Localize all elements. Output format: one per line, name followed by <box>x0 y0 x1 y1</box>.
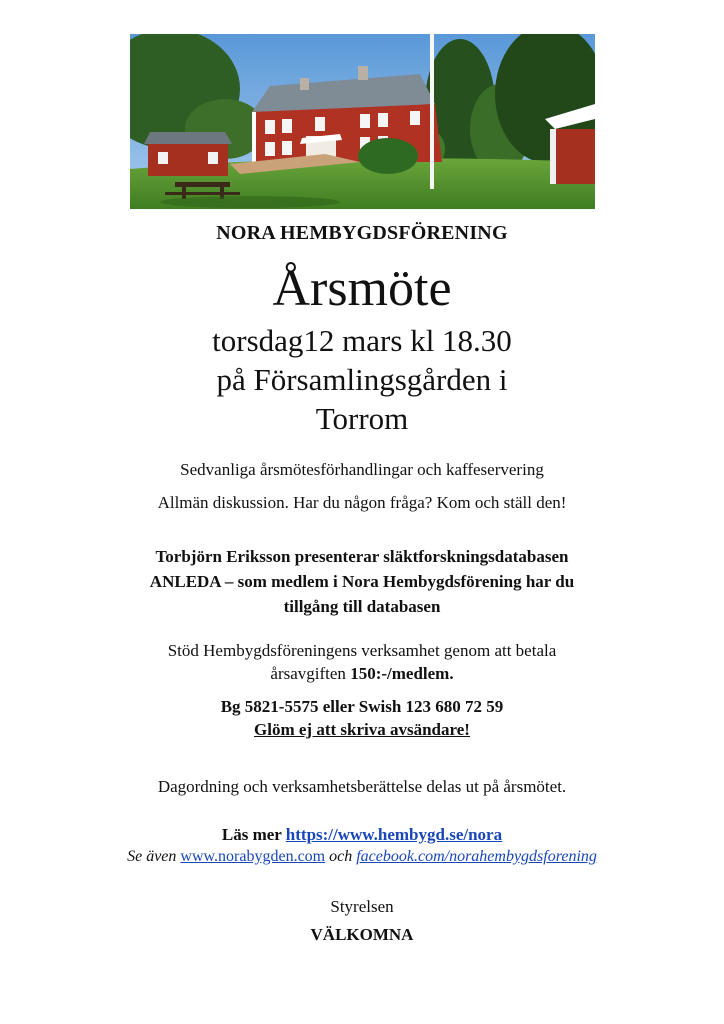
payment-details: Bg 5821-5575 eller Swish 123 680 72 59 <box>220 697 504 716</box>
agenda-line-2: Allmän diskussion. Har du någon fråga? Kom och ställ den! <box>157 493 567 512</box>
welcome-text: VÄLKOMNA <box>310 925 414 944</box>
hembygd-link[interactable]: https://www.hembygd.se/nora <box>285 825 503 844</box>
facebook-link[interactable]: facebook.com/norahembygdsforening <box>356 848 597 865</box>
support-line-2 <box>0 664 724 684</box>
read-more-label: Läs mer <box>221 825 286 844</box>
board-signature: Styrelsen <box>330 897 394 916</box>
presentation-line-1: Torbjörn Eriksson presenterar släktforskningsdatabasen <box>155 547 569 566</box>
presentation-line-2: ANLEDA – som medlem i Nora Hembygdsförening har du <box>149 572 575 591</box>
norabygden-link[interactable]: www.norabygden.com <box>180 848 326 865</box>
read-more-line <box>0 825 724 845</box>
membership-fee: 150:-/medlem. <box>350 664 454 683</box>
page-title: Årsmöte <box>272 260 452 317</box>
support-line-1: Stöd Hembygdsföreningens verksamhet genom att betala <box>167 641 557 660</box>
sender-reminder: Glöm ej att skriva avsändare! <box>254 720 470 739</box>
photo-illustration <box>130 34 595 209</box>
event-place-line-2: Torrom <box>315 401 409 436</box>
event-date: torsdag12 mars kl 18.30 <box>212 323 512 358</box>
red-farmhouse-photo <box>130 34 595 209</box>
support-prefix: årsavgiften <box>270 664 351 683</box>
event-place-line-1: på Församlingsgården i <box>216 362 508 397</box>
see-also-and: och <box>325 848 357 865</box>
agenda-line-1: Sedvanliga årsmötesförhandlingar och kaffeservering <box>180 460 544 479</box>
agenda-note: Dagordning och verksamhetsberättelse delas ut på årsmötet. <box>157 777 567 796</box>
organization-name: NORA HEMBYGDSFÖRENING <box>216 222 508 244</box>
see-also-line <box>0 848 724 866</box>
presentation-line-3: tillgång till databasen <box>283 597 441 616</box>
see-also-label: Se även <box>127 848 181 865</box>
